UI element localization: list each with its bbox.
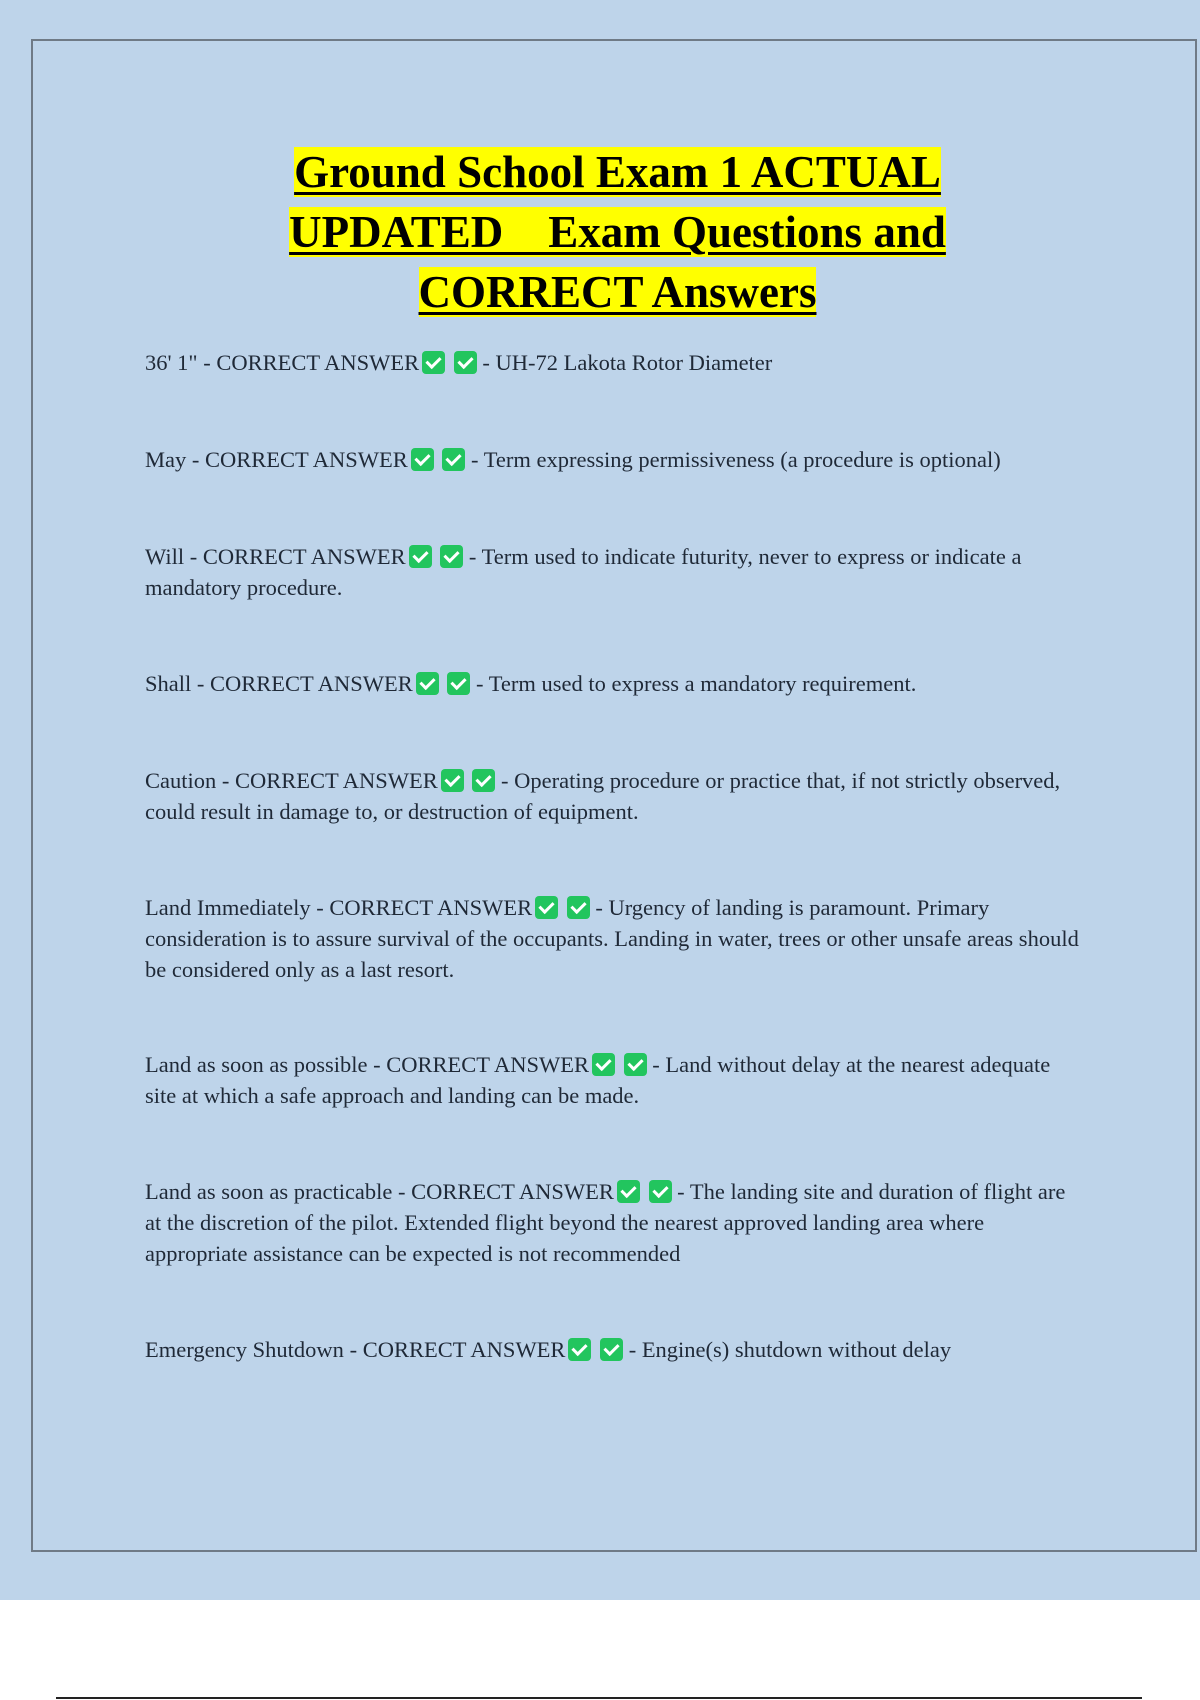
green-check-icon bbox=[441, 769, 464, 792]
title-line-2: UPDATED Exam Questions and bbox=[289, 207, 946, 257]
qa-term: Land as soon as possible bbox=[145, 1052, 368, 1077]
qa-definition: Term expressing permissiveness (a procedure is optional) bbox=[483, 447, 1001, 472]
qa-item: Will - CORRECT ANSWER - Term used to indicate futurity, never to express or indicate a mandatory procedure. bbox=[145, 544, 1022, 600]
title-line-1: Ground School Exam 1 ACTUAL bbox=[294, 147, 941, 197]
green-check-icon bbox=[472, 769, 495, 792]
qa-term: Shall bbox=[145, 671, 192, 696]
green-check-icon bbox=[535, 896, 558, 919]
green-check-icon bbox=[411, 448, 434, 471]
qa-marker: CORRECT ANSWER bbox=[210, 671, 413, 696]
footer-rule bbox=[56, 1697, 1142, 1699]
green-check-icon bbox=[624, 1053, 647, 1076]
green-check-icon bbox=[617, 1180, 640, 1203]
qa-marker: CORRECT ANSWER bbox=[411, 1179, 614, 1204]
qa-term: May bbox=[145, 447, 187, 472]
qa-marker: CORRECT ANSWER bbox=[202, 544, 406, 569]
qa-term: Caution bbox=[145, 768, 217, 793]
qa-item: Emergency Shutdown - CORRECT ANSWER - Engine(s) shutdown without delay bbox=[145, 1337, 952, 1362]
green-check-icon bbox=[440, 545, 463, 568]
qa-marker: CORRECT ANSWER bbox=[235, 768, 438, 793]
qa-definition: Operating procedure or practice that, if not strictly observed, could result in damage to, or destruction of equipment. bbox=[145, 768, 1061, 824]
qa-term: Emergency Shutdown bbox=[145, 1337, 344, 1362]
qa-definition: Term used to express a mandatory requirement. bbox=[488, 671, 917, 696]
qa-item: Land as soon as practicable - CORRECT ANSWER - The landing site and duration of flight are at the discretion of the pilot. Extended flight beyond the nearest approved landing area where appropriate assistance can be expected is not recommended bbox=[145, 1179, 1066, 1266]
qa-definition: UH-72 Lakota Rotor Diameter bbox=[495, 350, 773, 375]
qa-marker: CORRECT ANSWER bbox=[362, 1337, 566, 1362]
green-check-icon bbox=[416, 672, 439, 695]
qa-item: May - CORRECT ANSWER - Term expressing permissiveness (a procedure is optional) bbox=[145, 447, 1001, 472]
qa-definition: Land without delay at the nearest adequate site at which a safe approach and landing can be made. bbox=[145, 1052, 1051, 1108]
qa-marker: CORRECT ANSWER bbox=[329, 895, 533, 920]
qa-marker: CORRECT ANSWER bbox=[386, 1052, 589, 1077]
qa-term: 36' 1" bbox=[145, 350, 198, 375]
green-check-icon bbox=[592, 1053, 615, 1076]
qa-item: Land Immediately - CORRECT ANSWER - Urgency of landing is paramount. Primary consideration is to assure survival of the occupants. Landing in water, trees or other unsafe areas should be considered only as a last resort. bbox=[145, 895, 1079, 982]
qa-item: Land as soon as possible - CORRECT ANSWER - Land without delay at the nearest adequate site at which a safe approach and landing can be made. bbox=[145, 1052, 1051, 1108]
qa-definition: Term used to indicate futurity, never to express or indicate a mandatory procedure. bbox=[145, 544, 1022, 600]
qa-definition: Engine(s) shutdown without delay bbox=[641, 1337, 952, 1362]
qa-term: Land Immediately bbox=[145, 895, 311, 920]
document-title bbox=[200, 142, 1035, 322]
qa-definition: Urgency of landing is paramount. Primary consideration is to assure survival of the occupants. Landing in water, trees or other unsafe areas should be considered only as a last resort. bbox=[145, 895, 1079, 982]
green-check-icon bbox=[454, 351, 477, 374]
green-check-icon bbox=[422, 351, 445, 374]
qa-marker: CORRECT ANSWER bbox=[216, 350, 420, 375]
green-check-icon bbox=[567, 896, 590, 919]
qa-marker: CORRECT ANSWER bbox=[205, 447, 408, 472]
qa-item: 36' 1" - CORRECT ANSWER - UH-72 Lakota Rotor Diameter bbox=[145, 350, 773, 375]
green-check-icon bbox=[447, 672, 470, 695]
green-check-icon bbox=[409, 545, 432, 568]
qa-term: Will bbox=[145, 544, 185, 569]
green-check-icon bbox=[600, 1338, 623, 1361]
green-check-icon bbox=[649, 1180, 672, 1203]
title-line-3: CORRECT Answers bbox=[418, 267, 817, 317]
qa-definition: The landing site and duration of flight are at the discretion of the pilot. Extended flight beyond the nearest approved landing area where appropriate assistance can be expected is not recommended bbox=[145, 1179, 1066, 1266]
green-check-icon bbox=[568, 1338, 591, 1361]
qa-item: Shall - CORRECT ANSWER - Term used to express a mandatory requirement. bbox=[145, 671, 917, 696]
green-check-icon bbox=[442, 448, 465, 471]
qa-term: Land as soon as practicable bbox=[145, 1179, 393, 1204]
qa-item: Caution - CORRECT ANSWER - Operating procedure or practice that, if not strictly observed, could result in damage to, or destruction of equipment. bbox=[145, 768, 1061, 824]
